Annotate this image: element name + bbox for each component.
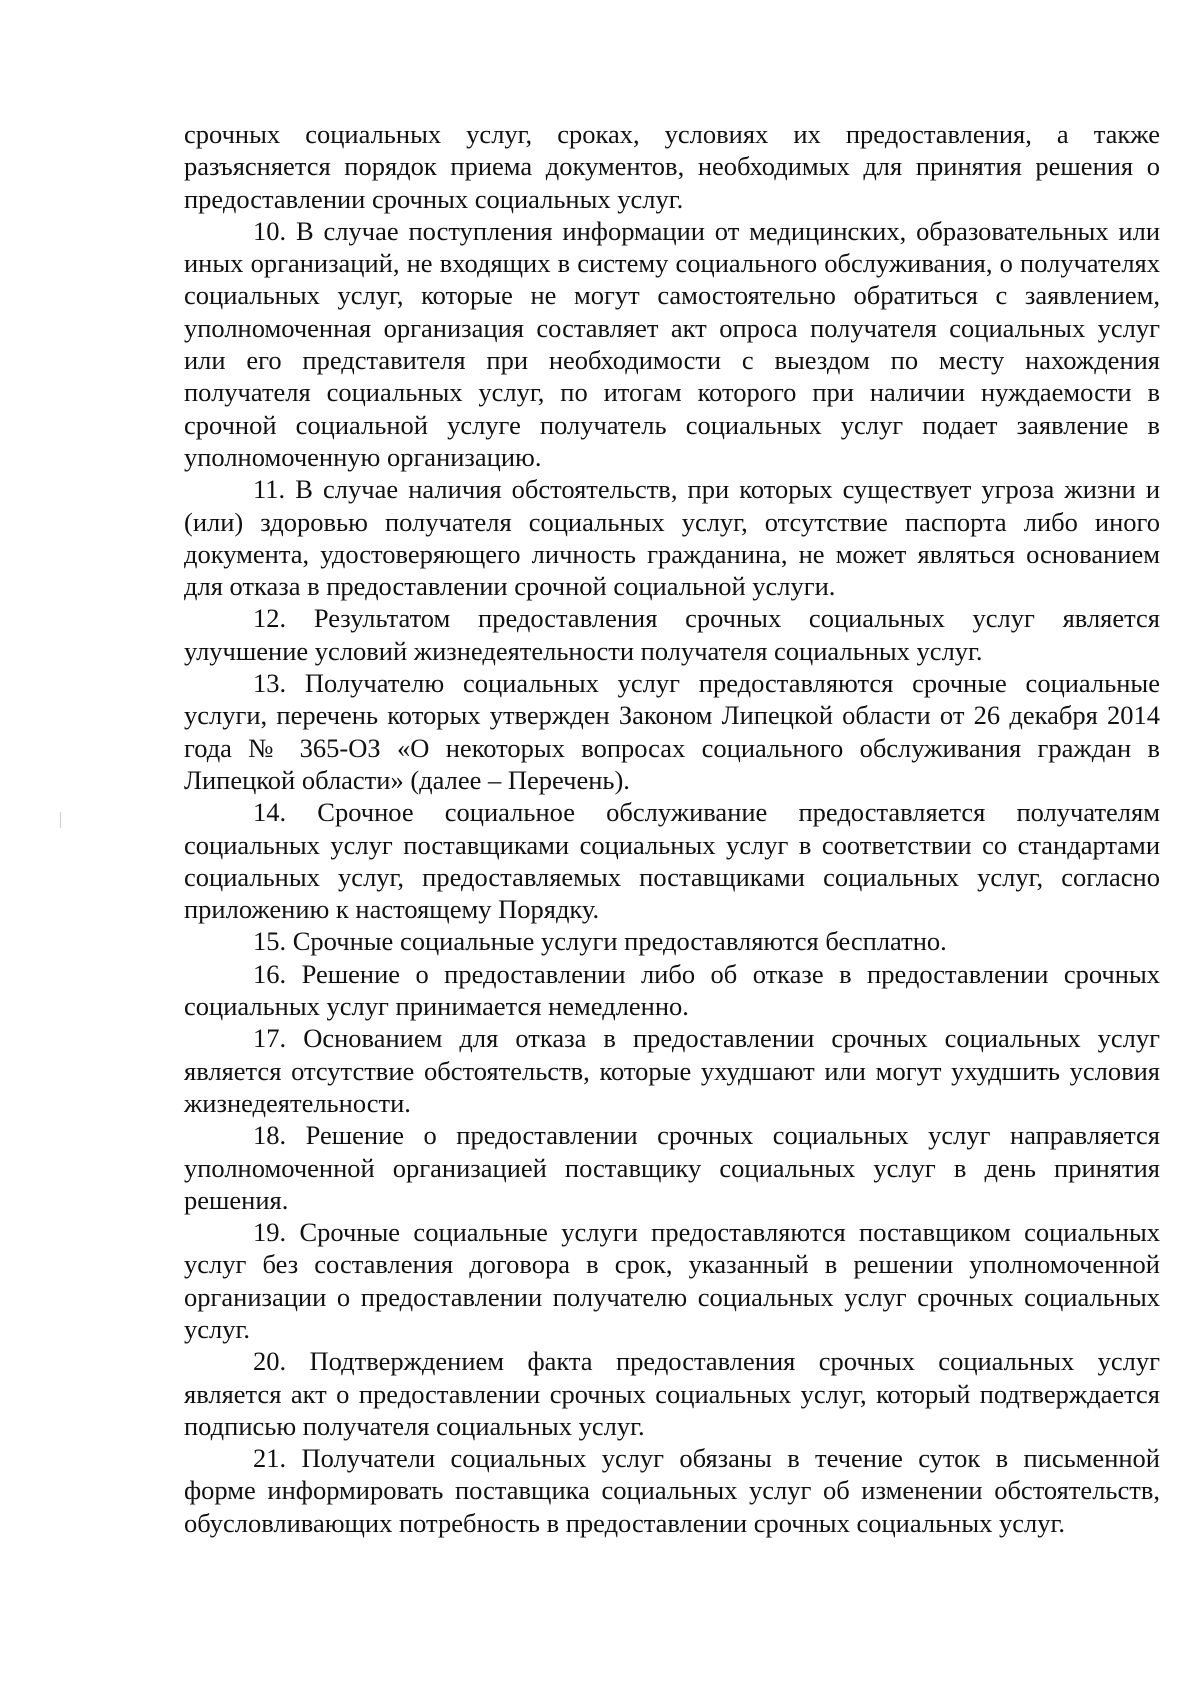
paragraph-15: 15. Срочные социальные услуги предоставляются бесплатно. [253,926,947,957]
paragraph-19: 19. Срочные социальные услуги предоставляются поставщиком социальных услуг без составления договора в срок, указанный в решении уполномоченной организации о предоставлении получателю социальных услуг срочных социальных услуг. [184,1217,1160,1344]
paragraph-16: 16. Решение о предоставлении либо об отказе в предоставлении срочных социальных услуг принимается немедленно. [184,958,1160,1022]
paragraph-14: 14. Срочное социальное обслуживание предоставляется получателям социальных услуг поставщиками социальных услуг в соответствии со стандартами социальных услуг, предоставляемых поставщиками социальных услуг, согласно приложению к настоящему Порядку. [184,797,1160,925]
document-page [184,118,1160,1539]
paragraph-10: 10. В случае поступления информации от медицинских, образовательных или иных организаций, не входящих в систему социального обслуживания, о получателях социальных услуг, которые не могут самостоятельно обратиться с заявлением, уполномоченная организация составляет акт опроса получателя социальных услуг или его представителя при необходимости с выездом по месту нахождения получателя социальных услуг, по итогам которого при наличии нуждаемости в срочной социальной услуге получатель социальных услуг подает заявление в уполномоченную организацию. [184,215,1160,472]
paragraph-21: 21. Получатели социальных услуг обязаны в течение суток в письменной форме информировать поставщика социальных услуг об изменении обстоятельств, обусловливающих потребность в предоставлении срочных социальных услуг. [184,1443,1160,1538]
paragraph-13: 13. Получателю социальных услуг предоставляются срочные социальные услуги, перечень которых утвержден Законом Липецкой области от 26 декабря 2014 года № 365-ОЗ «О некоторых вопросах социального обслуживания граждан в Липецкой области» (далее – Перечень). [184,668,1160,795]
scan-artifact [60,812,61,828]
paragraph-11: 11. В случае наличия обстоятельств, при которых существует угроза жизни и (или) здоровью получателя социальных услуг, отсутствие паспорта либо иного документа, удостоверяющего личность гражданина, не может являться основанием для отказа в предоставлении срочной социальной услуги. [184,474,1160,602]
paragraph-20: 20. Подтверждением факта предоставления срочных социальных услуг является акт о предоставлении срочных социальных услуг, который подтверждается подписью получателя социальных услуг. [184,1346,1160,1441]
paragraph-continuation: срочных социальных услуг, сроках, условиях их предоставления, а также разъясняется порядок приема документов, необходимых для принятия решения о предоставлении срочных социальных услуг. [184,119,1160,214]
paragraph-17: 17. Основанием для отказа в предоставлении срочных социальных услуг является отсутствие обстоятельств, которые ухудшают или могут ухудшить условия жизнедеятельности. [184,1023,1160,1118]
paragraph-18: 18. Решение о предоставлении срочных социальных услуг направляется уполномоченной организацией поставщику социальных услуг в день принятия решения. [184,1120,1160,1215]
paragraph-12: 12. Результатом предоставления срочных социальных услуг является улучшение условий жизнедеятельности получателя социальных услуг. [184,603,1160,666]
